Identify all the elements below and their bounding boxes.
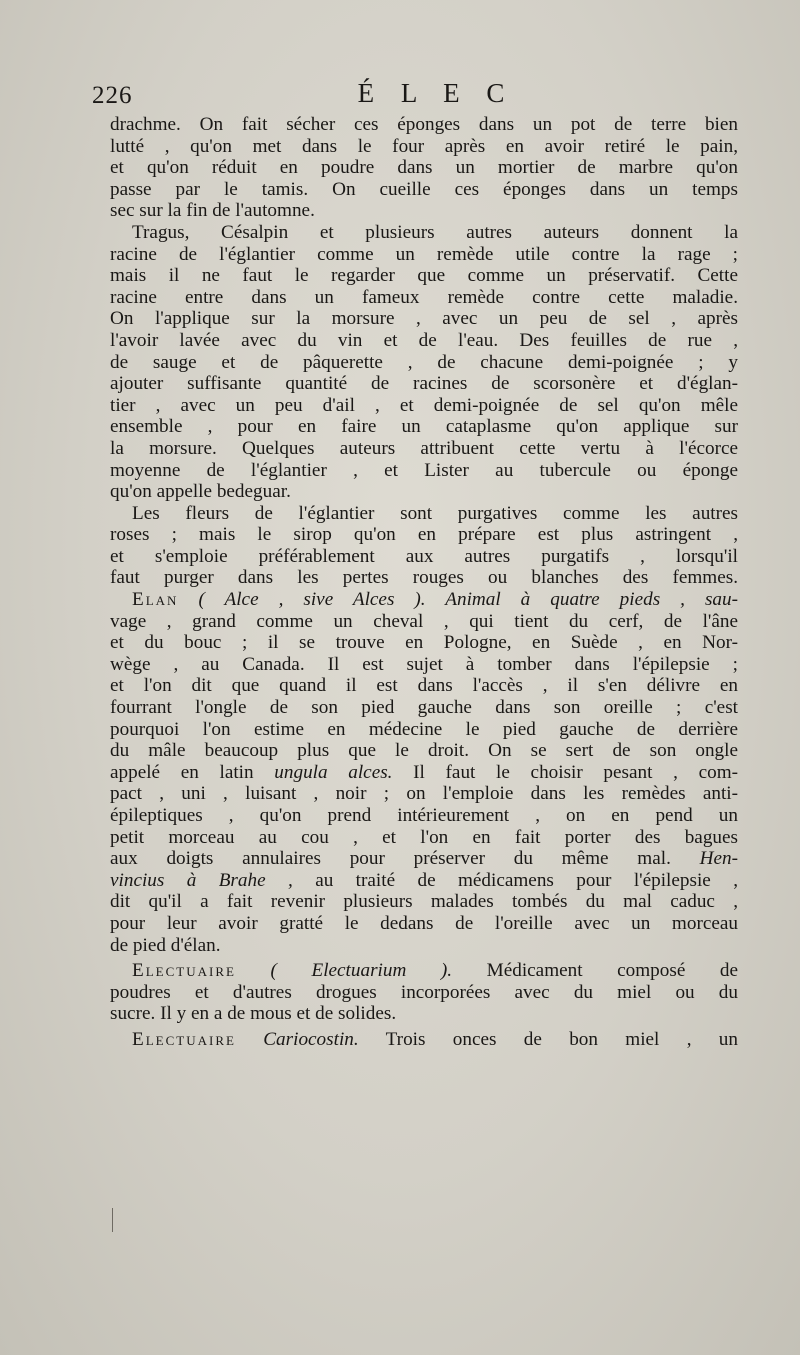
text-line: mais il ne faut le regarder que comme un préservatif. Cette — [110, 265, 738, 287]
text-line: faut purger dans les pertes rouges ou blanches des femmes. — [110, 567, 738, 589]
latin-term: Cariocostin. — [263, 1028, 359, 1050]
text-line-composite — [110, 848, 738, 870]
text-line: petit morceau au cou , et l'on en fait porter des bagues — [110, 826, 738, 848]
entry-headword-elan: Elan — [132, 589, 179, 611]
author-name: vincius à Brahe , — [110, 869, 293, 891]
text-line: de pied d'élan. — [110, 934, 221, 956]
entry-headword-electuaire: Electuaire — [132, 960, 236, 982]
text-line: ajouter suffisante quantité de racines de scorsonère et d'églan- — [110, 373, 738, 395]
entry-electuaire-first-line — [110, 960, 738, 982]
page-number: 226 — [92, 82, 133, 109]
text-line: racine de l'églantier comme un remède utile contre la rage ; — [110, 243, 738, 265]
text-line: qu'on appelle bedeguar. — [110, 481, 291, 503]
author-name: Hen- — [699, 848, 738, 870]
text-line: dit qu'il a fait revenir plusieurs malades tombés du mal caduc , — [110, 891, 738, 913]
text-line-composite — [110, 762, 738, 784]
running-head: É L E C — [357, 78, 515, 108]
text-line: la morsure. Quelques auteurs attribuent cette vertu à l'écorce — [110, 437, 738, 459]
text-line: passe par le tamis. On cueille ces éponges dans un temps — [110, 178, 738, 200]
text-line: On l'applique sur la morsure , avec un peu de sel , après — [110, 308, 738, 330]
text-line: pact , uni , luisant , noir ; on l'emploie dans les remèdes anti- — [110, 783, 738, 805]
text-line: drachme. On fait sécher ces éponges dans un pot de terre bien — [110, 114, 738, 135]
text-fragment: Médicament composé de — [486, 960, 739, 982]
text-line: roses ; mais le sirop qu'on en prépare est plus astringent , — [110, 524, 738, 546]
latin-term: ungula alces. — [274, 761, 393, 783]
text-fragment: Il faut le choisir pesant , com- — [413, 761, 739, 783]
text-line: fourrant l'ongle de son pied gauche dans son oreille ; c'est — [110, 697, 738, 719]
text-line: sec sur la fin de l'automne. — [110, 200, 315, 222]
text-line: du mâle beaucoup plus que le droit. On se sert de son ongle — [110, 740, 738, 762]
text-line: pour leur avoir gratté le dedans de l'oreille avec un morceau — [110, 912, 738, 934]
entry-cariocostin-first-line — [110, 1029, 738, 1051]
text-fragment: ( Alce , sive Alces ). Animal à quatre pieds , sau- — [198, 589, 738, 611]
text-fragment: aux doigts annulaires pour préserver du même mal. — [110, 848, 671, 870]
text-line: Tragus, Césalpin et plusieurs autres auteurs donnent la — [132, 221, 738, 243]
body-text — [110, 114, 738, 1051]
text-line: moyenne de l'églantier , et Lister au tubercule ou éponge — [110, 459, 738, 481]
text-line: et l'on dit que quand il est dans l'accès , il s'en délivre en — [110, 675, 738, 697]
page-header — [92, 78, 740, 114]
text-line: racine entre dans un fameux remède contre cette maladie. — [110, 286, 738, 308]
entry-elan-first-line — [110, 589, 738, 611]
text-line: épileptiques , qu'on prend intérieurement , on en pend un — [110, 805, 738, 826]
latin-term: ( Electuarium ). — [270, 960, 453, 982]
text-line: tier , avec un peu d'ail , et demi-poignée de sel qu'on mêle — [110, 394, 738, 416]
text-fragment: appelé en latin — [110, 761, 254, 783]
text-line: vage , grand comme un cheval , qui tient du cerf, de l'âne — [110, 610, 738, 632]
text-line: de sauge et de pâquerette , de chacune demi-poignée ; y — [110, 351, 738, 373]
entry-headword-electuaire: Electuaire — [132, 1028, 236, 1050]
text-line: l'avoir lavée avec du vin et de l'eau. Des feuilles de rue , — [110, 329, 738, 351]
text-line: ensemble , pour en faire un cataplasme qu'on applique sur — [110, 416, 738, 438]
text-line-composite — [110, 870, 738, 892]
text-fragment: Trois onces de bon miel , un — [385, 1028, 738, 1050]
text-line: pourquoi l'on estime en médecine le pied gauche de derrière — [110, 718, 738, 740]
text-line: wège , au Canada. Il est sujet à tomber dans l'épilepsie ; — [110, 653, 738, 675]
text-line: et qu'on réduit en poudre dans un mortier de marbre qu'on — [110, 157, 738, 179]
text-fragment: au traité de médicamens pour l'épilepsie , — [315, 869, 738, 891]
printer-mark — [112, 1208, 113, 1232]
text-line: poudres et d'autres drogues incorporées avec du miel ou du — [110, 981, 738, 1003]
text-line: et s'emploie préférablement aux autres purgatifs , lorsqu'il — [110, 545, 738, 567]
text-line: Les fleurs de l'églantier sont purgatives comme les autres — [132, 502, 738, 524]
text-line: et du bouc ; il se trouve en Pologne, en Suède , en Nor- — [110, 632, 738, 654]
text-line: lutté , qu'on met dans le four après en avoir retiré le pain, — [110, 135, 738, 157]
text-line: sucre. Il y en a de mous et de solides. — [110, 1003, 397, 1025]
